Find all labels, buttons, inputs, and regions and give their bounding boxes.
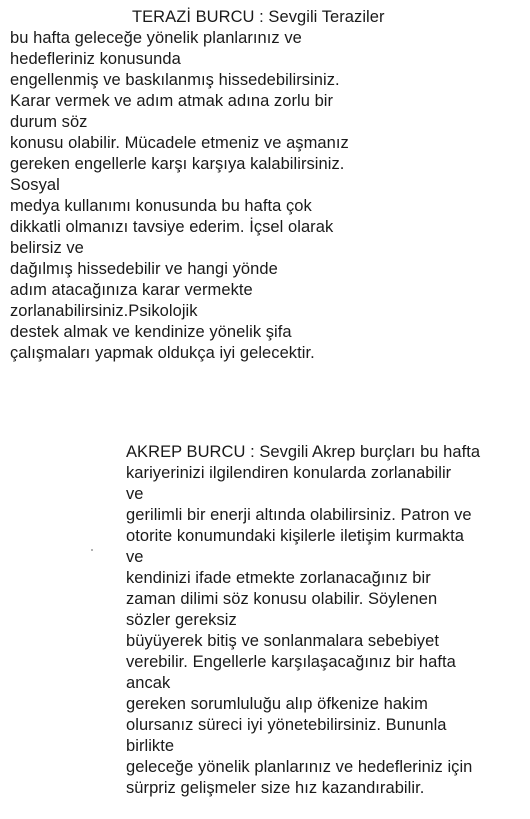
akrep-title-line: AKREP BURCU : Sevgili Akrep burçları bu hafta [126, 443, 481, 461]
akrep-text-line: olursanız süreci iyi yönetebilirsiniz. Bununla [126, 716, 447, 734]
terazi-text-line: destek almak ve kendinize yönelik şifa [10, 323, 292, 341]
terazi-text-line: hedefleriniz konusunda [10, 50, 181, 68]
terazi-text-line: dağılmış hissedebilir ve hangi yönde [10, 260, 278, 278]
akrep-text-line: ve [126, 485, 144, 503]
terazi-text-line: çalışmaları yapmak oldukça iyi gelecektir. [10, 344, 315, 362]
akrep-text-line: kariyerinizi ilgilendiren konularda zorlanabilir [126, 464, 452, 482]
akrep-text-line: verebilir. Engellerle karşılaşacağınız bir hafta [126, 653, 456, 671]
terazi-horoscope-section [10, 7, 385, 364]
akrep-text-line: zaman dilimi söz konusu olabilir. Söylenen [126, 590, 438, 608]
terazi-text-line: gereken engellerle karşı karşıya kalabilirsiniz. [10, 155, 345, 173]
terazi-text-line: zorlanabilirsiniz.Psikolojik [10, 302, 198, 320]
terazi-text-line: durum söz [10, 113, 88, 131]
akrep-text-line: ve [126, 548, 144, 566]
terazi-text-line: Sosyal [10, 176, 60, 194]
akrep-text-line: sürpriz gelişmeler size hız kazandırabilir. [126, 779, 425, 797]
akrep-text-line: sözler gereksiz [126, 611, 237, 629]
terazi-text-line: engellenmiş ve baskılanmış hissedebilirsiniz. [10, 71, 340, 89]
terazi-text-line: konusu olabilir. Mücadele etmeniz ve aşmanız [10, 134, 349, 152]
akrep-text-line: kendinizi ifade etmekte zorlanacağınız bir [126, 569, 431, 587]
akrep-horoscope-section [126, 442, 480, 799]
akrep-text-line: otorite konumundaki kişilerle iletişim kurmakta [126, 527, 464, 545]
terazi-text-line: dikkatli olmanızı tavsiye ederim. İçsel olarak [10, 218, 334, 236]
terazi-text-line: belirsiz ve [10, 239, 84, 257]
akrep-text-line: birlikte [126, 737, 175, 755]
akrep-text-line: gereken sorumluluğu alıp öfkenize hakim [126, 695, 428, 713]
terazi-text-line: adım atacağınıza karar vermekte [10, 281, 253, 299]
terazi-text-line: Karar vermek ve adım atmak adına zorlu bir [10, 92, 334, 110]
stray-dot-mark [91, 549, 93, 551]
akrep-text-line: büyüyerek bitiş ve sonlanmalara sebebiyet [126, 632, 439, 650]
terazi-text-line: medya kullanımı konusunda bu hafta çok [10, 197, 312, 215]
terazi-title-line: TERAZİ BURCU : Sevgili Teraziler [132, 8, 385, 26]
akrep-text-line: geleceğe yönelik planlarınız ve hedefleriniz için [126, 758, 473, 776]
akrep-text-line: gerilimli bir enerji altında olabilirsiniz. Patron ve [126, 506, 472, 524]
terazi-text-line: bu hafta geleceğe yönelik planlarınız ve [10, 29, 302, 47]
akrep-text-line: ancak [126, 674, 171, 692]
